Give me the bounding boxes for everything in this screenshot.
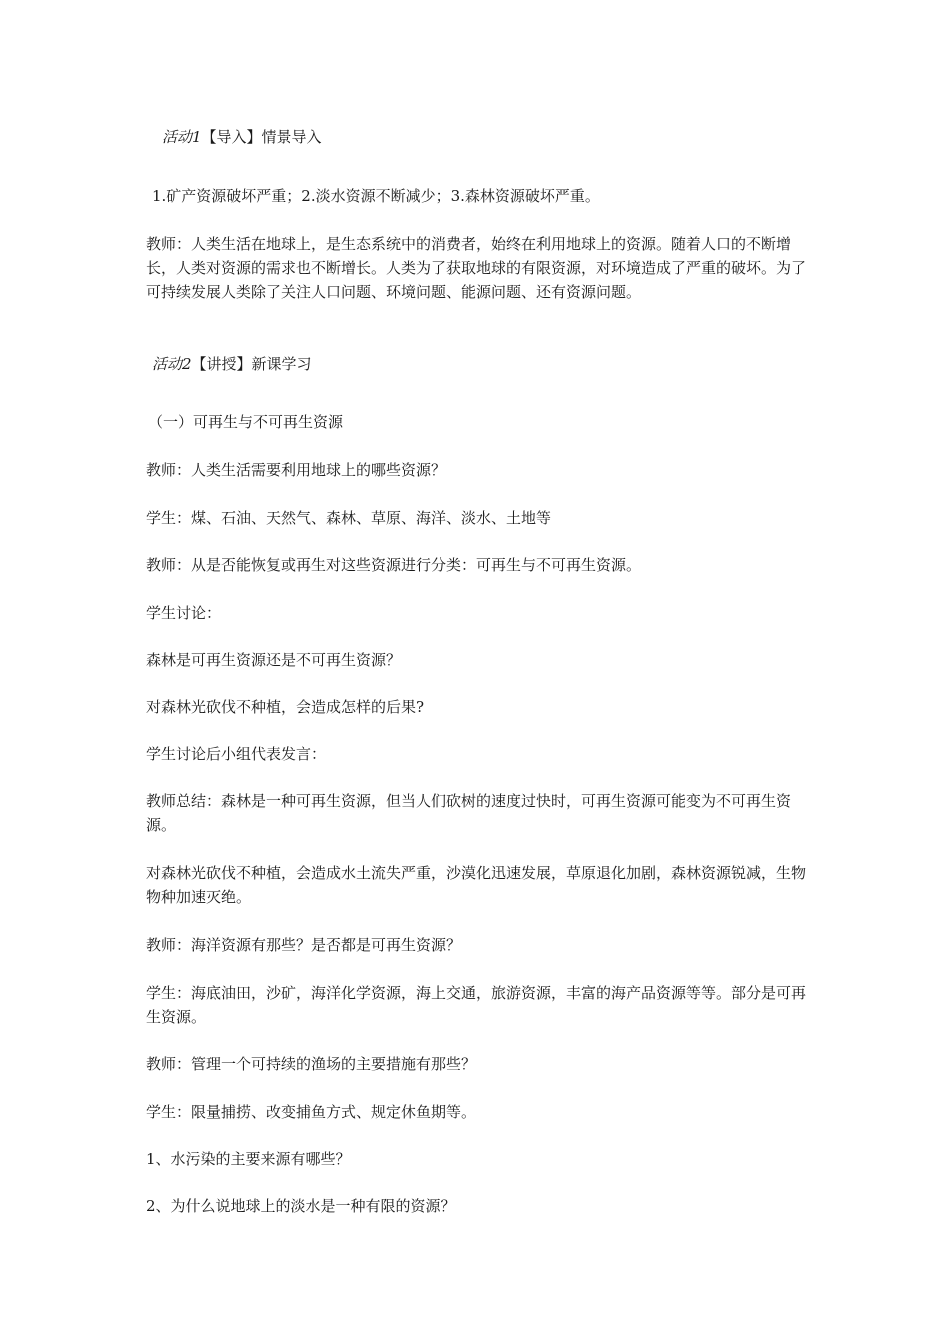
activity-2-title: 【讲授】新课学习 [191,355,312,373]
water-question-2: 2、为什么说地球上的淡水是一种有限的资源？ [146,1197,456,1215]
activity-2-label: 活动2 [152,355,192,373]
water-question-1: 1、水污染的主要来源有哪些？ [146,1150,351,1168]
student-answer-ocean: 学生：海底油田，沙矿，海洋化学资源，海上交通，旅游资源，丰富的海产品资源等等。部分是可再生资源。 [146,984,807,1026]
student-discussion-label: 学生讨论： [146,604,222,622]
activity-1-heading [162,125,822,149]
teacher-statement-2: 教师：从是否能恢复或再生对这些资源进行分类：可再生与不可再生资源。 [146,556,642,574]
deforestation-consequence: 对森林光砍伐不种植，会造成水土流失严重，沙漠化迅速发展，草原退化加剧，森林资源锐减，生物物种加速灭绝。 [146,864,807,906]
teacher-summary: 教师总结：森林是一种可再生资源，但当人们砍树的速度过快时，可再生资源可能变为不可再生资源。 [146,792,792,834]
activity-2-heading [152,352,812,376]
discussion-question-2: 对森林光砍伐不种植，会造成怎样的后果? [146,698,425,716]
intro-list: 1.矿产资源破坏严重；2.淡水资源不断减少；3.森林资源破坏严重。 [152,187,600,205]
teacher-question-fishery: 教师：管理一个可持续的渔场的主要措施有那些？ [146,1055,477,1073]
student-answer-1: 学生：煤、石油、天然气、森林、草原、海洋、淡水、土地等 [146,509,552,527]
student-answer-fishery: 学生：限量捕捞、改变捕鱼方式、规定休鱼期等。 [146,1103,477,1121]
group-speech-label: 学生讨论后小组代表发言： [146,745,327,763]
teacher-question-ocean: 教师：海洋资源有那些？是否都是可再生资源？ [146,936,462,954]
teacher-question-1: 教师：人类生活需要利用地球上的哪些资源？ [146,461,447,479]
teacher-intro-paragraph: 教师：人类生活在地球上，是生态系统中的消费者，始终在利用地球上的资源。随着人口的不断增长，人类对资源的需求也不断增长。人类为了获取地球的有限资源，对环境造成了严重的破坏。为了可持续发展人类除了关注人口问题、环境问题、能源问题、还有资源问题。 [146,235,807,301]
discussion-question-1: 森林是可再生资源还是不可再生资源？ [146,651,402,669]
section-heading: （一）可再生与不可再生资源 [148,413,344,431]
activity-1-label: 活动1 [162,128,202,146]
activity-1-title: 【导入】情景导入 [201,128,322,146]
